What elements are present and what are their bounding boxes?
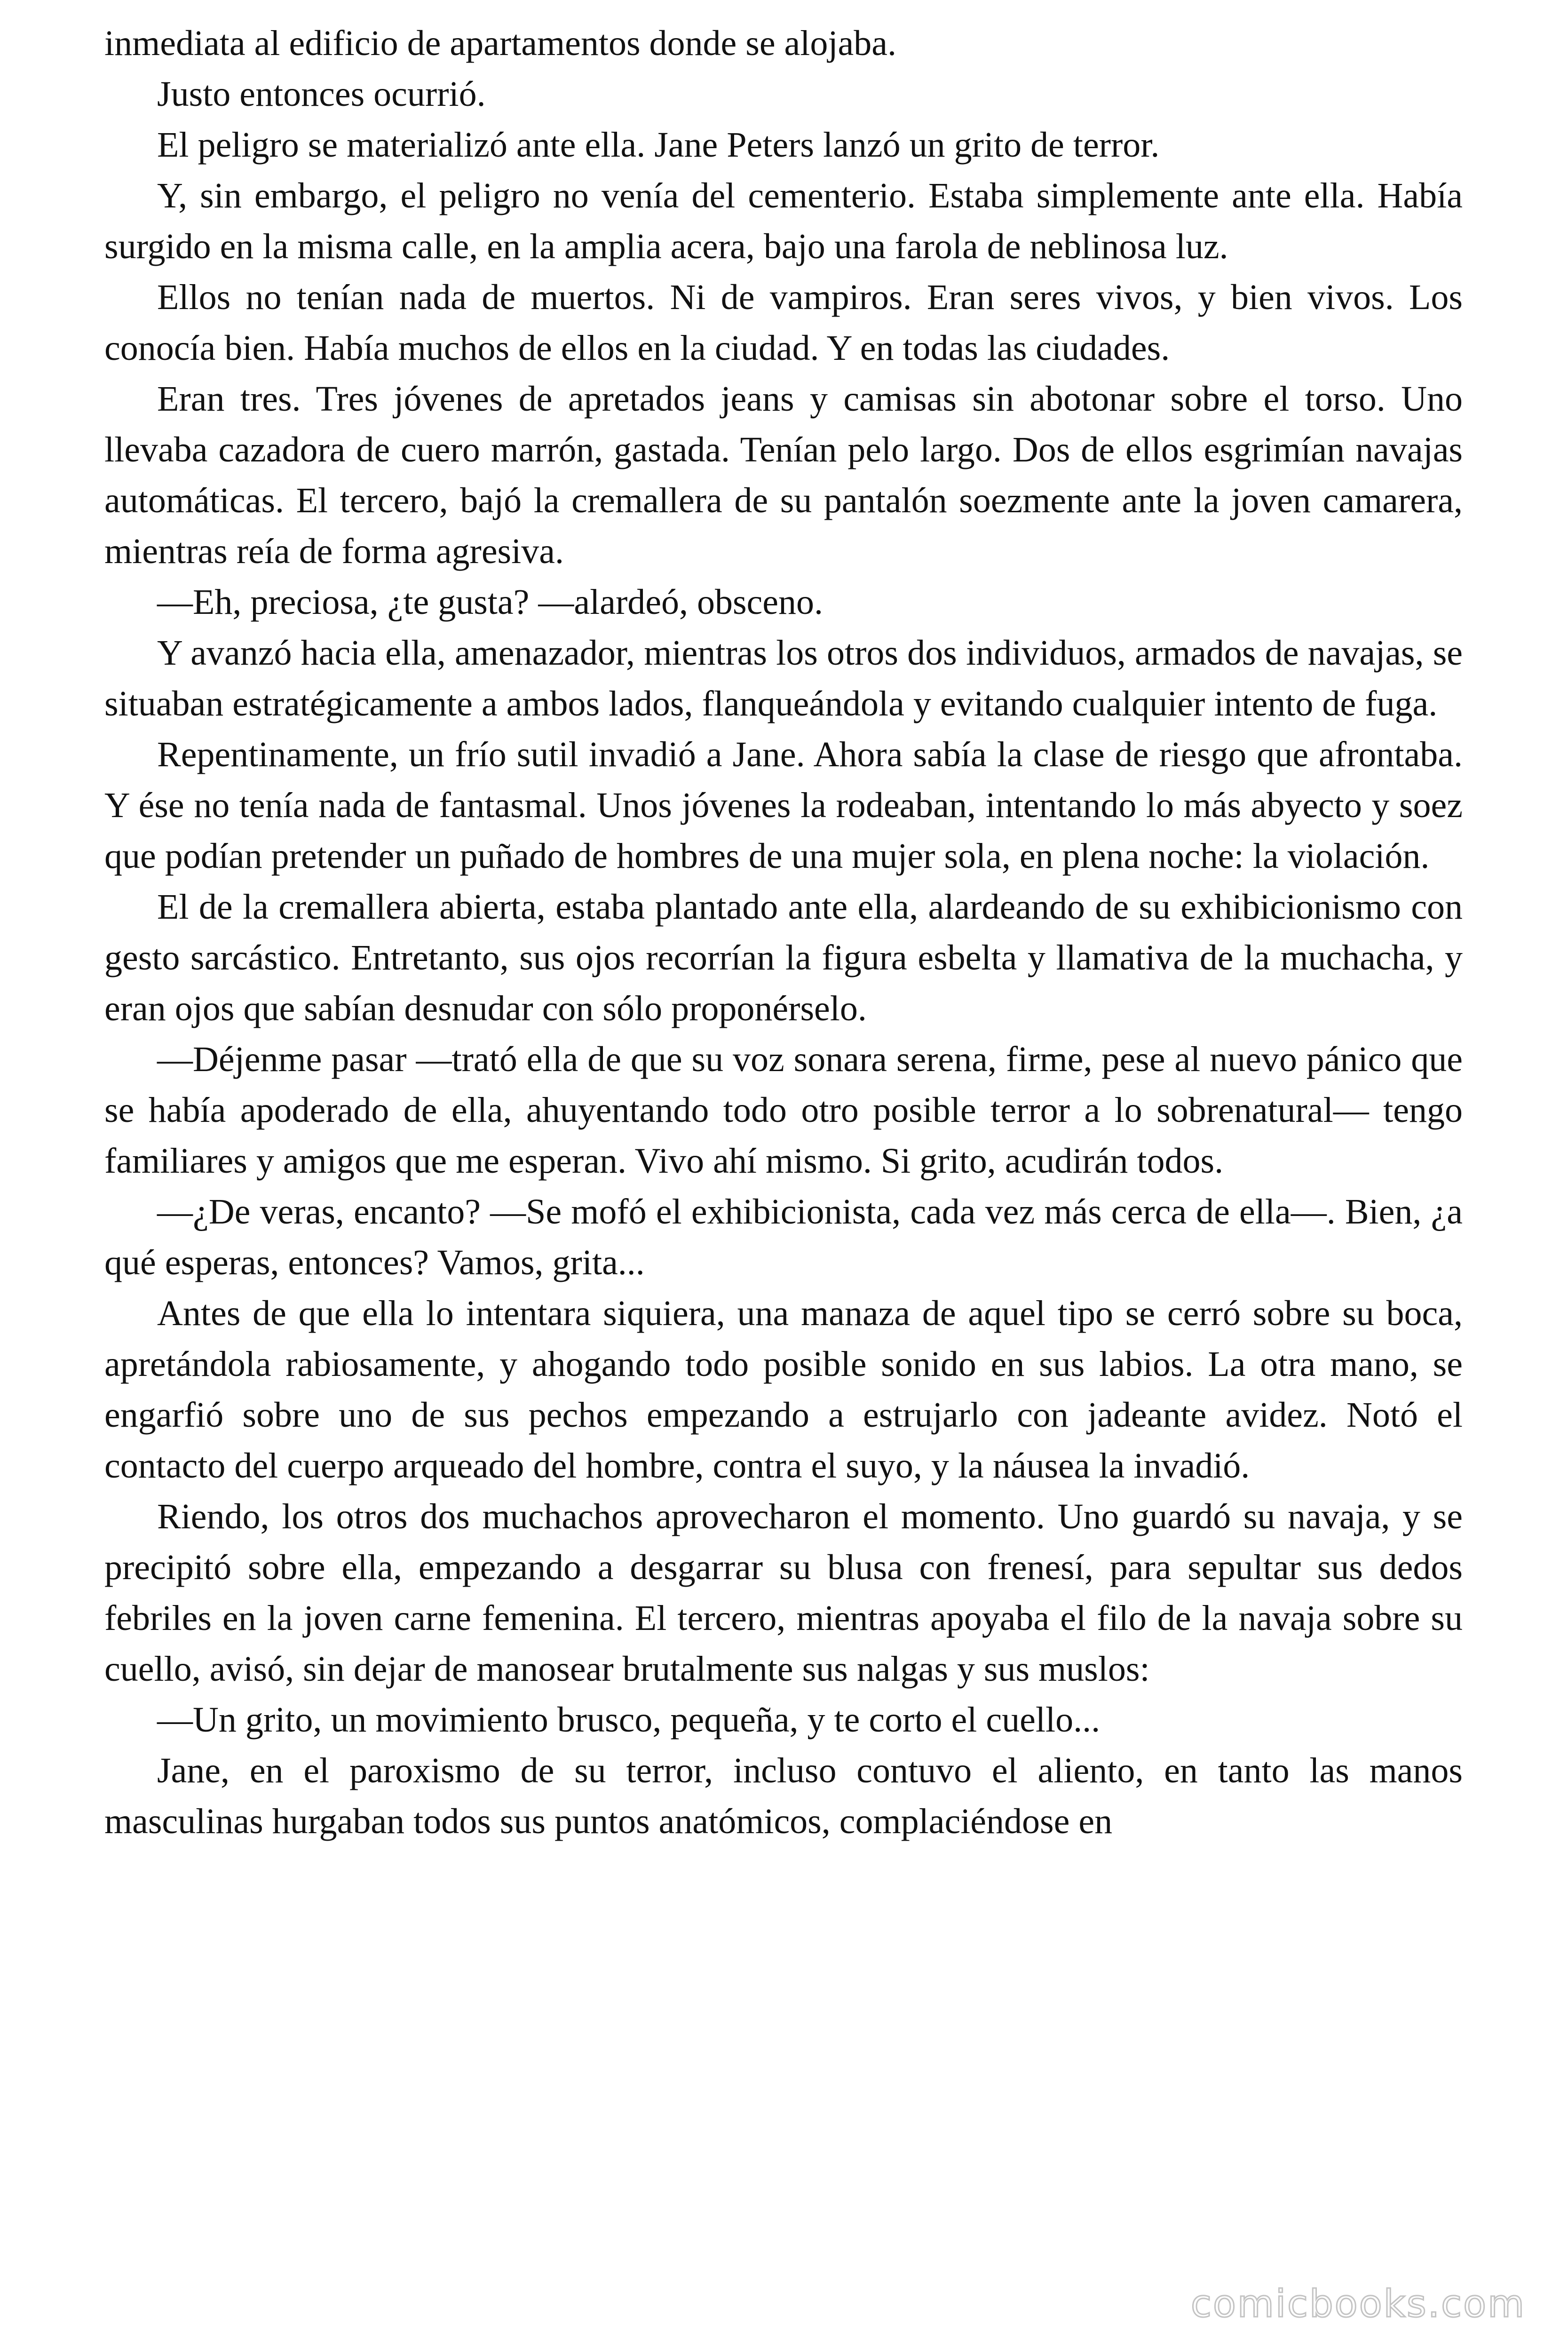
paragraph: —Eh, preciosa, ¿te gusta? —alardeó, obsceno. [157,582,824,622]
paragraph: —¿De veras, encanto? —Se mofó el exhibicionista, cada vez más cerca de ella—. Bien, ¿a qué esperas, entonces? Vamos, grita... [104,1192,1463,1282]
paragraph: Riendo, los otros dos muchachos aprovecharon el momento. Uno guardó su navaja, y se precipitó sobre ella, empezando a desgarrar su blusa con frenesí, para sepultar sus dedos febriles en la joven carne femenina. El tercero, mientras apoyaba el filo de la navaja sobre su cuello, avisó, sin dejar de manosear brutalmente sus nalgas y sus muslos: [104,1497,1463,1689]
paragraph: El peligro se materializó ante ella. Jane Peters lanzó un grito de terror. [157,125,1160,165]
paragraph: Jane, en el paroxismo de su terror, incluso contuvo el aliento, en tanto las manos masculinas hurgaban todos sus puntos anatómicos, complaciéndose en [104,1751,1463,1841]
paragraph: —Déjenme pasar —trató ella de que su voz sonara serena, firme, pese al nuevo pánico que se había apoderado de ella, ahuyentando todo otro posible terror a lo sobrenatural— tengo familiares y amigos que me esperan. Vivo ahí mismo. Si grito, acudirán todos. [104,1040,1463,1181]
paragraph: —Un grito, un movimiento brusco, pequeña, y te corto el cuello... [157,1700,1101,1740]
paragraph: Y avanzó hacia ella, amenazador, mientras los otros dos individuos, armados de navajas, se situaban estratégicamente a ambos lados, flanqueándola y evitando cualquier intento de fuga. [104,633,1463,723]
paragraph: Repentinamente, un frío sutil invadió a Jane. Ahora sabía la clase de riesgo que afrontaba. Y ése no tenía nada de fantasmal. Unos jóvenes la rodeaban, intentando lo más abyecto y soez que podían pretender un puñado de hombres de una mujer sola, en plena noche: la violación. [104,735,1463,876]
body-text [104,18,1463,1847]
paragraph: El de la cremallera abierta, estaba plantado ante ella, alardeando de su exhibicionismo con gesto sarcástico. Entretanto, sus ojos recorrían la figura esbelta y llamativa de la muchacha, y eran ojos que sabían desnudar con sólo proponérselo. [104,887,1463,1028]
paragraph: Eran tres. Tres jóvenes de apretados jeans y camisas sin abotonar sobre el torso. Uno llevaba cazadora de cuero marrón, gastada. Tenían pelo largo. Dos de ellos esgrimían navajas automáticas. El tercero, bajó la cremallera de su pantalón soezmente ante la joven camarera, mientras reía de forma agresiva. [104,379,1463,571]
paragraph: Justo entonces ocurrió. [157,74,486,114]
paragraph: Ellos no tenían nada de muertos. Ni de vampiros. Eran seres vivos, y bien vivos. Los conocía bien. Había muchos de ellos en la ciudad. Y en todas las ciudades. [104,278,1463,368]
watermark: comicbooks.com [1190,2282,1526,2326]
paragraph: inmediata al edificio de apartamentos donde se alojaba. [104,24,896,63]
paragraph: Antes de que ella lo intentara siquiera, una manaza de aquel tipo se cerró sobre su boca, apretándola rabiosamente, y ahogando todo posible sonido en sus labios. La otra mano, se engarfió sobre uno de sus pechos empezando a estrujarlo con jadeante avidez. Notó el contacto del cuerpo arqueado del hombre, contra el suyo, y la náusea la invadió. [104,1294,1463,1486]
paragraph: Y, sin embargo, el peligro no venía del cementerio. Estaba simplemente ante ella. Había surgido en la misma calle, en la amplia acera, bajo una farola de neblinosa luz. [104,176,1463,266]
